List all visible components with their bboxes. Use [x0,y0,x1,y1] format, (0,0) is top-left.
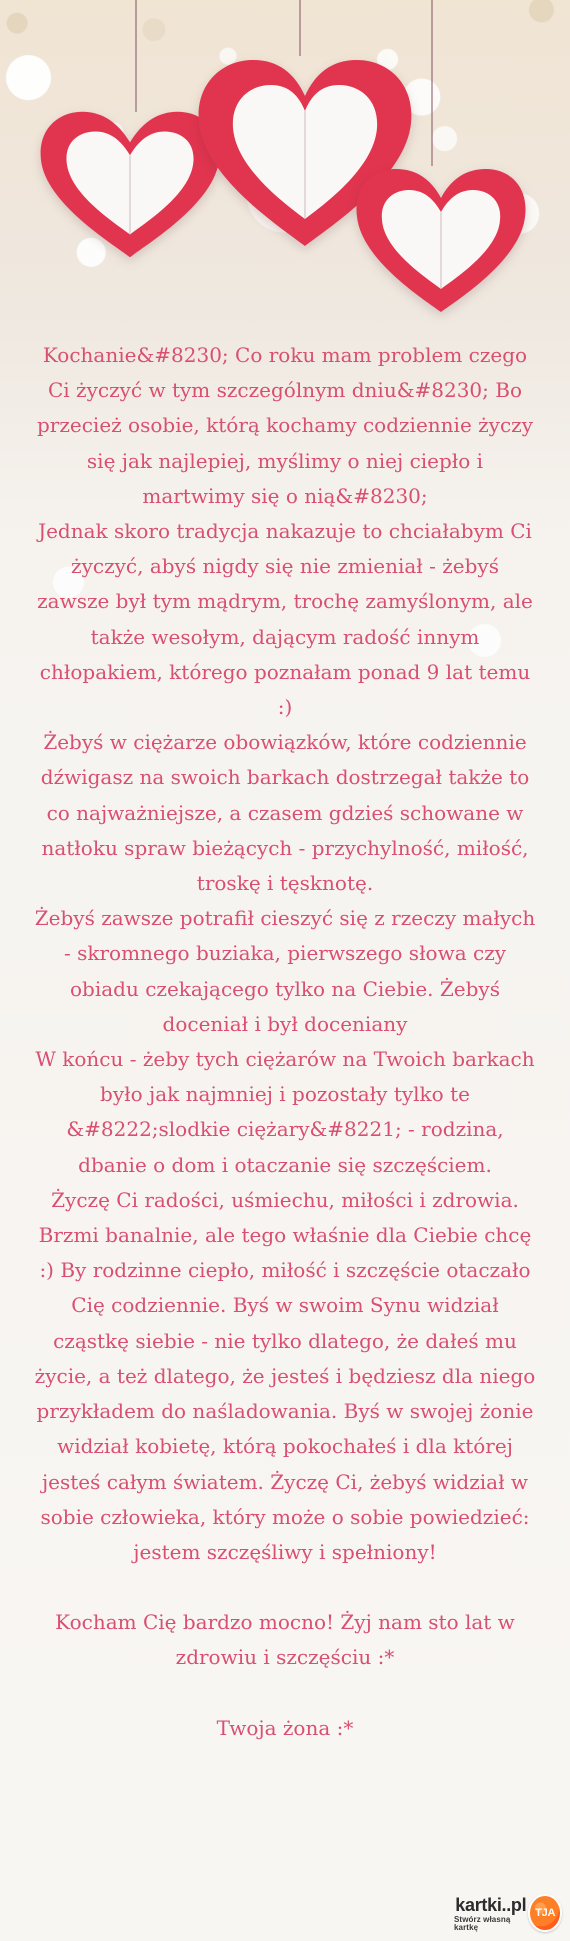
message-paragraph-3: Żebyś w ciężarze obowiązków, które codziennie dźwigasz na swoich barkach dostrzegał także to co najważniejsze, a czasem gdzieś schowane w natłoku spraw bieżących - przychylność, miłość, troskę i tęsknotę. [40,730,530,896]
hearts-group [0,0,570,330]
message-spacer-2 [34,1676,536,1711]
brand-name-row [455,1896,526,1914]
center-heart-icon [188,51,422,253]
right-heart-icon [347,161,535,318]
card-message [34,338,536,1746]
bokeh-background [0,0,570,330]
message-paragraph-5: W końcu - żeby tych ciężarów na Twoich barkach było jak najmniej i pozostały tylko te &#8222;slodkie ciężary&#8221; - rodzina, dbanie o dom i otaczanie się szczęściem. [35,1047,535,1177]
brand-domain-suffix: .pl [506,1895,527,1915]
message-paragraph-1: Kochanie&#8230; Co roku mam problem czego Ci życzyć w tym szczególnym dniu&#8230; Bo przecież osobie, którą kochamy codziennie życzy się jak najlepiej, myślimy o niej ciepło i martwimy się o nią&#8230; [36,343,534,508]
right-heart-string [431,0,433,166]
message-signature: Twoja żona :* [216,1715,354,1740]
brand-text [454,1896,526,1932]
message-paragraph-4: Żebyś zawsze potrafił cieszyć się z rzeczy małych - skromnego buziaka, pierwszego słowa czy obiadu czekającego tylko na Ciebie. Żebyś doceniał i był doceniany [34,906,536,1036]
center-heart-string [299,0,301,56]
brand-name: kartki. [455,1895,507,1915]
hearts-decoration [0,0,570,330]
left-heart-icon [31,104,229,264]
brand-tagline: Stwórz własną kartkę [454,1915,511,1932]
kartki-branding [454,1893,562,1935]
message-spacer [34,1570,536,1605]
brand-logo-badge: TJA [528,1894,562,1932]
message-paragraph-7: Kocham Cię bardzo mocno! Żyj nam sto lat w zdrowiu i szczęściu :* [55,1610,515,1670]
left-heart-string [135,0,137,112]
message-paragraph-2: Jednak skoro tradycja nakazuje to chciałabym Ci życzyć, abyś nigdy się nie zmieniał - żebyś zawsze był tym mądrym, trochę zamyślonym, ale także wesołym, dającym radość innym chłopakiem, którego poznałam ponad 9 lat temu :) [37,519,533,720]
message-paragraph-6: Życzę Ci radości, uśmiechu, miłości i zdrowia. Brzmi banalnie, ale tego właśnie dla Ciebie chcę :) By rodzinne ciepło, miłość i szczęście otaczało Cię codziennie. Byś w swoim Synu widział cząstkę siebie - nie tylko dlatego, że dałeś mu życie, a też dlatego, że jesteś i będziesz dla niego przykładem do naśladowania. Byś w swojej żonie widział kobietę, którą pokochałeś i dla której jesteś całym światem. Życzę Ci, żebyś widział w sobie człowieka, który może o sobie powiedzieć: jestem szczęśliwy i spełniony! [34,1187,536,1564]
